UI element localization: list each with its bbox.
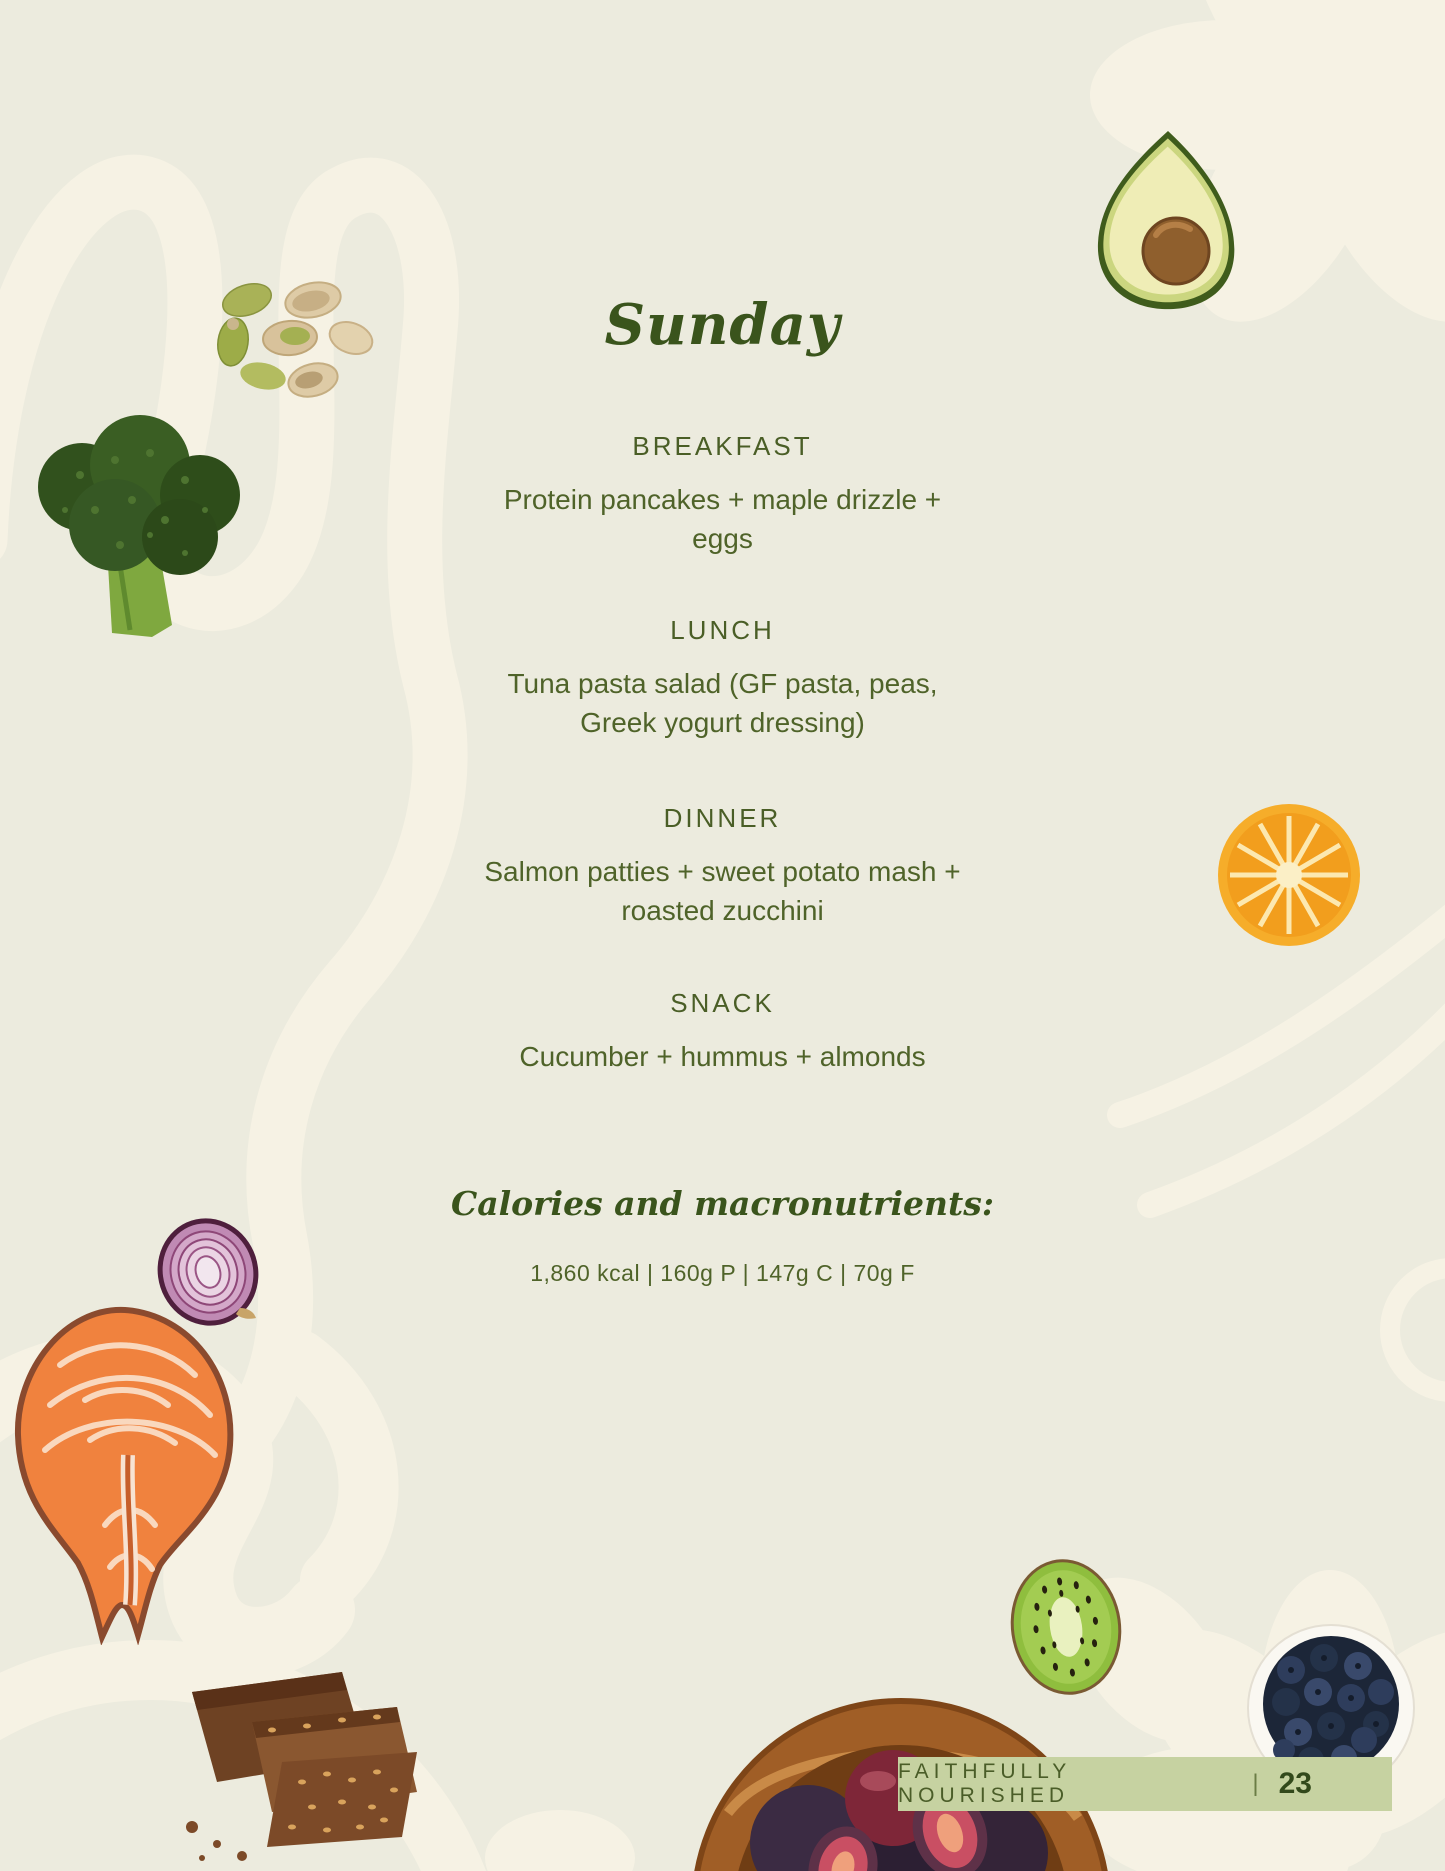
section-dinner [0, 804, 1445, 930]
meal-line: roasted zucchini [621, 895, 824, 926]
meal-description [0, 480, 1445, 558]
section-label: SNACK [670, 988, 775, 1018]
seeded-bread-photo [132, 1662, 427, 1871]
meal-description [0, 1037, 1445, 1076]
meal-description [0, 852, 1445, 930]
footer-page-number: 23 [1278, 1767, 1312, 1800]
avocado-photo [1082, 125, 1250, 320]
section-lunch [0, 616, 1445, 742]
page-title: Sunday [604, 292, 841, 358]
meal-line: Cucumber + hummus + almonds [519, 1041, 926, 1072]
section-label: BREAKFAST [632, 431, 813, 461]
meal-line: Protein pancakes + maple drizzle + [503, 484, 942, 515]
kiwi-photo [1008, 1555, 1126, 1700]
meal-line: Greek yogurt dressing) [580, 707, 865, 738]
salmon-steak-photo [10, 1305, 242, 1645]
footer-brand: FAITHFULLY NOURISHED [898, 1760, 1071, 1807]
meal-line: Tuna pasta salad (GF pasta, peas, [507, 668, 938, 699]
meal-line: eggs [692, 523, 753, 554]
section-label: DINNER [663, 803, 782, 833]
macros-heading: Calories and macronutrients: [450, 1184, 995, 1223]
section-breakfast [0, 432, 1445, 558]
footer-separator: | [1252, 1770, 1259, 1797]
section-label: LUNCH [670, 615, 775, 645]
meal-line: Salmon patties + sweet potato mash + [484, 856, 961, 887]
macros-line: 1,860 kcal | 160g P | 147g C | 70g F [530, 1260, 915, 1286]
footer-bar [898, 1757, 1392, 1811]
meal-description [0, 664, 1445, 742]
section-snack [0, 989, 1445, 1076]
